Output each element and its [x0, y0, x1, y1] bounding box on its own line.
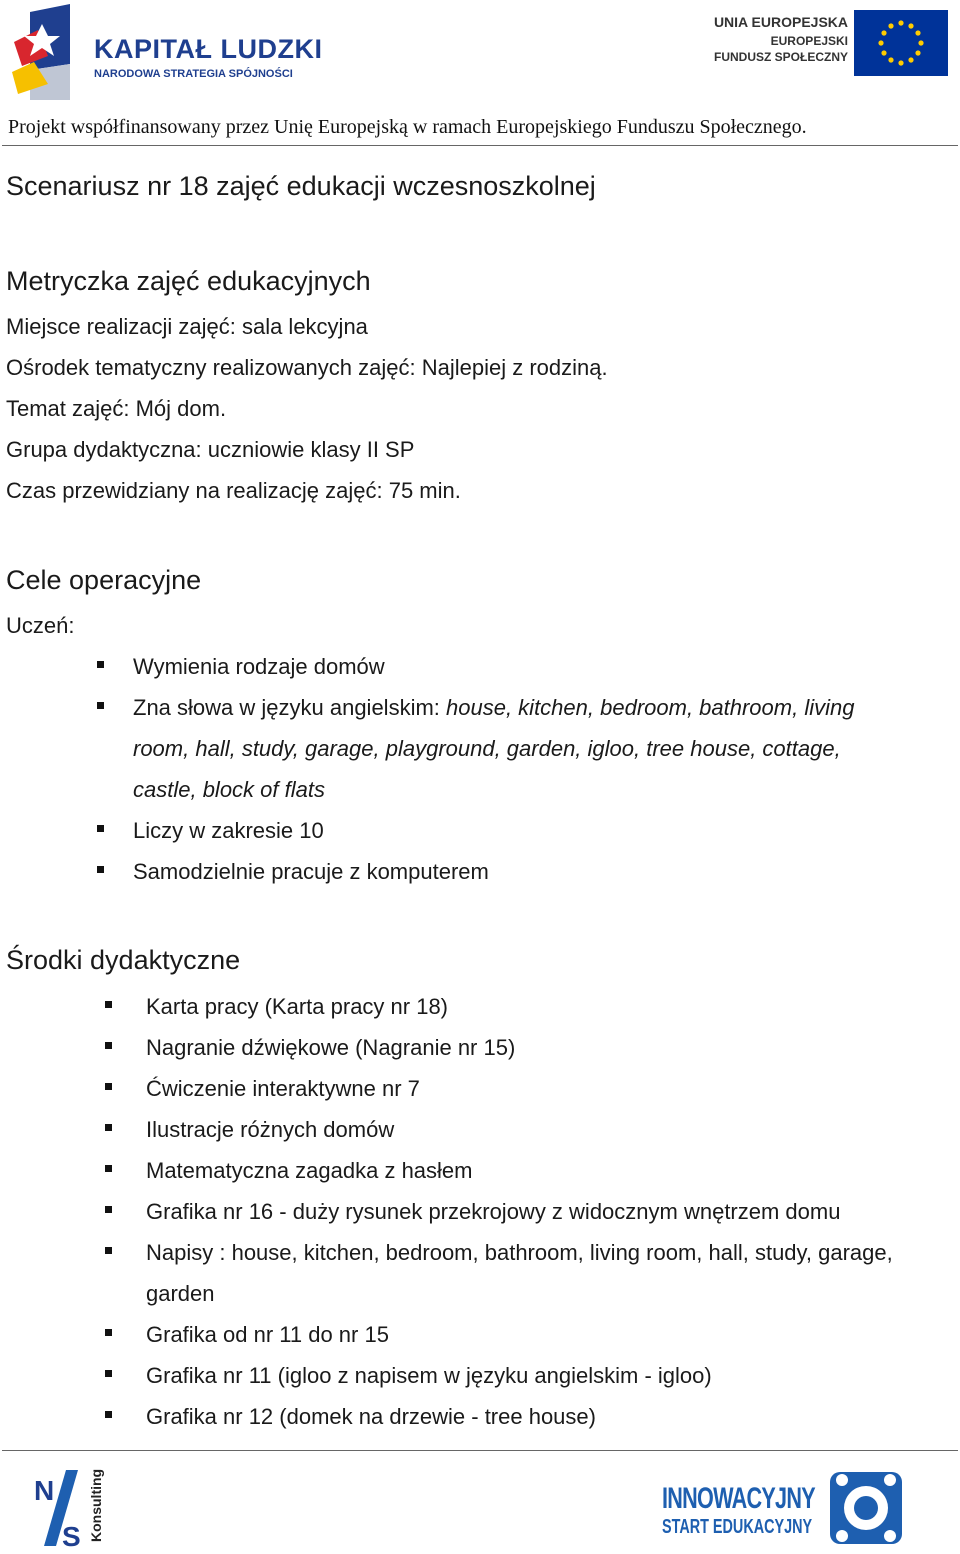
- srodki-heading: Środki dydaktyczne: [6, 945, 241, 975]
- metryczka-line: Grupa dydaktyczna: uczniowie klasy II SP: [6, 437, 415, 462]
- eu-logo: [712, 10, 952, 80]
- srodki-item: Grafika nr 16 - duży rysunek przekrojowy z widocznym wnętrzem domu: [146, 1199, 841, 1224]
- bullet-icon: [105, 1083, 112, 1090]
- footer-divider: [2, 1450, 958, 1451]
- bullet-icon: [105, 1206, 112, 1213]
- srodki-item: Grafika od nr 11 do nr 15: [146, 1322, 389, 1347]
- ns-logo-icon: [30, 1466, 94, 1550]
- eu-flag-icon: [854, 10, 948, 76]
- bullet-icon: [105, 1124, 112, 1131]
- bullet-icon: [97, 866, 104, 873]
- metryczka-line: Ośrodek tematyczny realizowanych zajęć: Najlepiej z rodziną.: [6, 355, 608, 380]
- srodki-item: Napisy : house, kitchen, bedroom, bathroom, living room, hall, study, garage,: [146, 1240, 893, 1265]
- cele-item-words: castle, block of flats: [133, 777, 325, 802]
- ns-logo-text: Konsulting: [88, 1468, 104, 1542]
- cele-item-words-cont: [133, 736, 841, 762]
- bullet-icon: [97, 825, 104, 832]
- innowacyjny-line-2: START EDUKACYJNY: [662, 1516, 813, 1538]
- innowacyjny-emblem-icon: [828, 1466, 904, 1550]
- kapital-ludzki-emblem-icon: [8, 2, 88, 102]
- bullet-icon: [105, 1370, 112, 1377]
- metryczka-line: Temat zajęć: Mój dom.: [6, 396, 227, 421]
- bullet-icon: [105, 1329, 112, 1336]
- kapital-ludzki-title: KAPITAŁ LUDZKI: [94, 34, 323, 64]
- cele-item-english-words: [133, 695, 854, 721]
- innowacyjny-line-1: INNOWACYJNY: [662, 1482, 815, 1515]
- kapital-ludzki-logo: [8, 2, 323, 102]
- metryczka-line: Czas przewidziany na realizację zajęć: 75 min.: [6, 478, 461, 503]
- cele-item: Liczy w zakresie 10: [133, 818, 324, 843]
- document-title: Scenariusz nr 18 zajęć edukacji wczesnoszkolnej: [6, 171, 596, 201]
- bullet-icon: [105, 1411, 112, 1418]
- srodki-item: Ilustracje różnych domów: [146, 1117, 395, 1142]
- bullet-icon: [105, 1001, 112, 1008]
- srodki-item: Nagranie dźwiękowe (Nagranie nr 15): [146, 1035, 516, 1060]
- innowacyjny-start-logo: [660, 1466, 910, 1550]
- cele-intro: Uczeń:: [6, 613, 75, 638]
- cele-item-words-cont: [133, 777, 325, 803]
- bullet-icon: [105, 1042, 112, 1049]
- srodki-item-cont: garden: [146, 1281, 215, 1306]
- metryczka-line: Miejsce realizacji zajęć: sala lekcyjna: [6, 314, 368, 339]
- srodki-item: Matematyczna zagadka z hasłem: [146, 1158, 473, 1183]
- project-cofinancing-line: Projekt współfinansowany przez Unię Europejską w ramach Europejskiego Funduszu Społecznego.: [8, 116, 807, 138]
- eu-line-3: FUNDUSZ SPOŁECZNY: [713, 50, 848, 64]
- bullet-icon: [105, 1247, 112, 1254]
- srodki-item: Grafika nr 11 (igloo z napisem w języku angielskim - igloo): [146, 1363, 712, 1388]
- srodki-item: Ćwiczenie interaktywne nr 7: [146, 1076, 420, 1101]
- bullet-icon: [97, 702, 104, 709]
- srodki-item: Grafika nr 12 (domek na drzewie - tree house): [146, 1404, 596, 1429]
- ns-konsulting-logo: [30, 1466, 120, 1550]
- bullet-icon: [105, 1165, 112, 1172]
- cele-item-words: house, kitchen, bedroom, bathroom, living: [446, 695, 855, 720]
- eu-line-2: EUROPEJSKI: [770, 34, 848, 48]
- svg-text:N: N: [34, 1475, 55, 1506]
- metryczka-heading: Metryczka zajęć edukacyjnych: [6, 266, 371, 296]
- cele-heading: Cele operacyjne: [6, 565, 202, 595]
- eu-line-1: UNIA EUROPEJSKA: [713, 14, 848, 30]
- bullet-icon: [97, 661, 104, 668]
- svg-text:S: S: [62, 1521, 81, 1550]
- cele-item: Samodzielnie pracuje z komputerem: [133, 859, 489, 884]
- cele-item: Wymienia rodzaje domów: [133, 654, 385, 679]
- header-divider: [2, 145, 958, 146]
- kapital-ludzki-subtitle: NARODOWA STRATEGIA SPÓJNOŚCI: [94, 68, 293, 80]
- cele-item-prefix: Zna słowa w języku angielskim:: [133, 695, 447, 720]
- cele-item-words: room, hall, study, garage, playground, garden, igloo, tree house, cottage,: [133, 736, 841, 761]
- srodki-item: Karta pracy (Karta pracy nr 18): [146, 994, 449, 1019]
